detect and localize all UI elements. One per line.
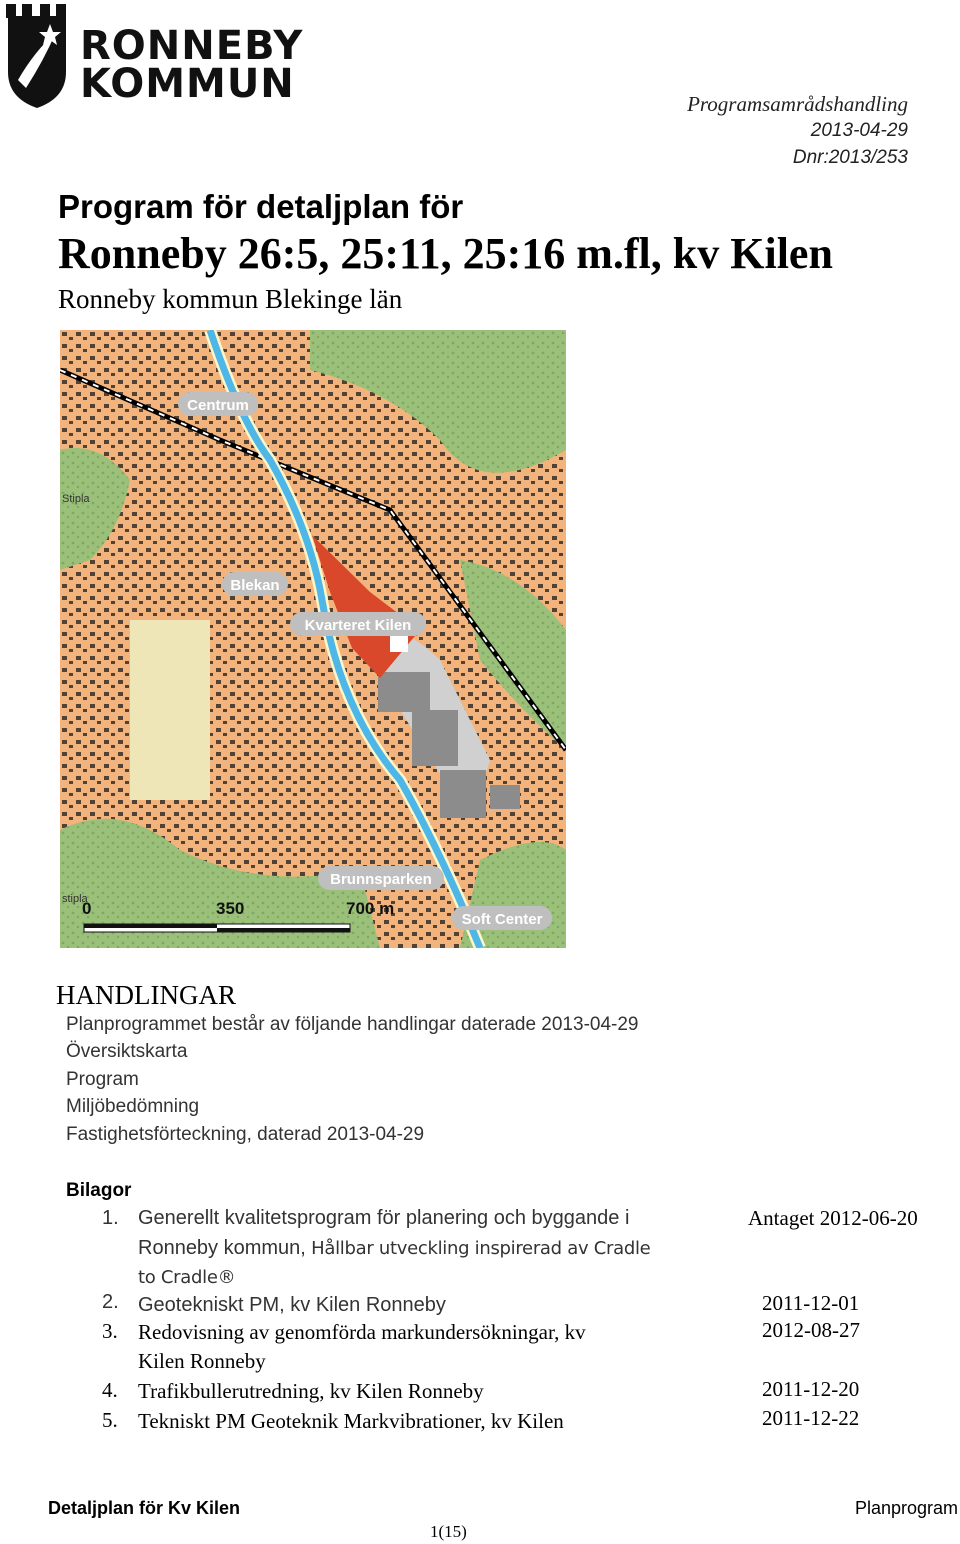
svg-text:Soft Center: Soft Center <box>461 911 543 928</box>
handlingar-intro: Planprogrammet består av följande handlingar daterade 2013-04-29 <box>66 1014 639 1035</box>
scale-label-mid: 350 <box>216 899 245 918</box>
map-building-1 <box>378 672 430 712</box>
attachment-text: Tekniskt PM Geoteknik Markvibrationer, kv Kilen <box>138 1409 564 1433</box>
map-label-kvarteret-kilen <box>290 612 426 636</box>
handlingar-item: Miljöbedömning <box>66 1096 200 1117</box>
attachment-number: 4. <box>102 1378 118 1402</box>
attachment-number: 1. <box>102 1207 119 1229</box>
attachment-date: 2012-08-27 <box>762 1318 860 1342</box>
svg-text:Brunnsparken: Brunnsparken <box>330 871 432 888</box>
title-line-1: Program för detaljplan för <box>58 188 464 225</box>
map-building-3 <box>440 770 486 818</box>
attachment-text-line: to Cradle® <box>138 1267 236 1288</box>
attachment-number: 2. <box>102 1291 119 1313</box>
map-label-blekan <box>222 572 288 596</box>
map-label-stipla-top: Stipla <box>62 493 90 505</box>
footer-left: Detaljplan för Kv Kilen <box>48 1498 241 1518</box>
map-building-4 <box>490 785 520 809</box>
svg-text:Blekan: Blekan <box>230 577 280 594</box>
attachment-number: 5. <box>102 1408 118 1432</box>
logo-text-kommun: KOMMUN <box>80 61 295 107</box>
attachment-text-line: Generellt kvalitetsprogram för planering och byggande i <box>138 1207 630 1229</box>
map-label-centrum <box>178 392 258 416</box>
document-type: Programsamrådshandling <box>687 92 908 116</box>
document-date: 2013-04-29 <box>810 120 908 141</box>
page-number: 1(15) <box>430 1522 467 1541</box>
attachment-text-line: Hållbar utveckling inspirerad av Cradle <box>311 1238 651 1259</box>
map-label-brunnsparken <box>318 866 444 890</box>
map-plan-building <box>390 634 408 652</box>
logo-text-ronneby: RONNEBY <box>80 23 304 69</box>
attachment-date: 2011-12-01 <box>762 1291 860 1315</box>
map-label-soft-center <box>452 906 552 930</box>
ronneby-shield-logo-icon <box>4 2 70 110</box>
bilagor-heading: Bilagor <box>66 1180 132 1201</box>
scale-label-zero: 0 <box>82 899 92 918</box>
attachment-date: Antaget 2012-06-20 <box>748 1206 918 1230</box>
svg-text:Centrum: Centrum <box>187 397 249 414</box>
attachment-text <box>138 1204 738 1292</box>
title-line-2: Ronneby 26:5, 25:11, 25:16 m.fl, kv Kilen <box>58 229 833 278</box>
attachment-text: Trafikbullerutredning, kv Kilen Ronneby <box>138 1379 484 1403</box>
scale-label-end: 700 m <box>346 899 395 918</box>
map-building-2 <box>412 710 458 766</box>
attachment-number: 3. <box>102 1319 118 1343</box>
attachment-text-line: Ronneby kommun, <box>138 1237 306 1259</box>
attachment-text-line: Kilen Ronneby <box>138 1349 266 1373</box>
attachment-text: Geotekniskt PM, kv Kilen Ronneby <box>138 1294 446 1316</box>
document-dnr: Dnr:2013/253 <box>792 147 908 168</box>
map-open-field <box>130 620 210 800</box>
handlingar-heading: HANDLINGAR <box>56 980 236 1010</box>
handlingar-item: Fastighetsförteckning, daterad 2013-04-29 <box>66 1124 425 1145</box>
svg-text:Kvarteret Kilen: Kvarteret Kilen <box>304 617 412 634</box>
handlingar-item: Översiktskarta <box>66 1041 188 1062</box>
map-label-stipla-bottom: stipla <box>62 893 88 905</box>
attachment-date: 2011-12-22 <box>762 1406 860 1430</box>
handlingar-item: Program <box>66 1069 139 1090</box>
attachment-text-line: Redovisning av genomförda markundersökningar, kv <box>138 1320 586 1344</box>
footer-right: Planprogram <box>854 1498 958 1518</box>
attachment-date: 2011-12-20 <box>762 1377 860 1401</box>
overview-map <box>60 330 566 948</box>
attachment-text <box>138 1318 738 1376</box>
subtitle: Ronneby kommun Blekinge län <box>58 284 403 314</box>
